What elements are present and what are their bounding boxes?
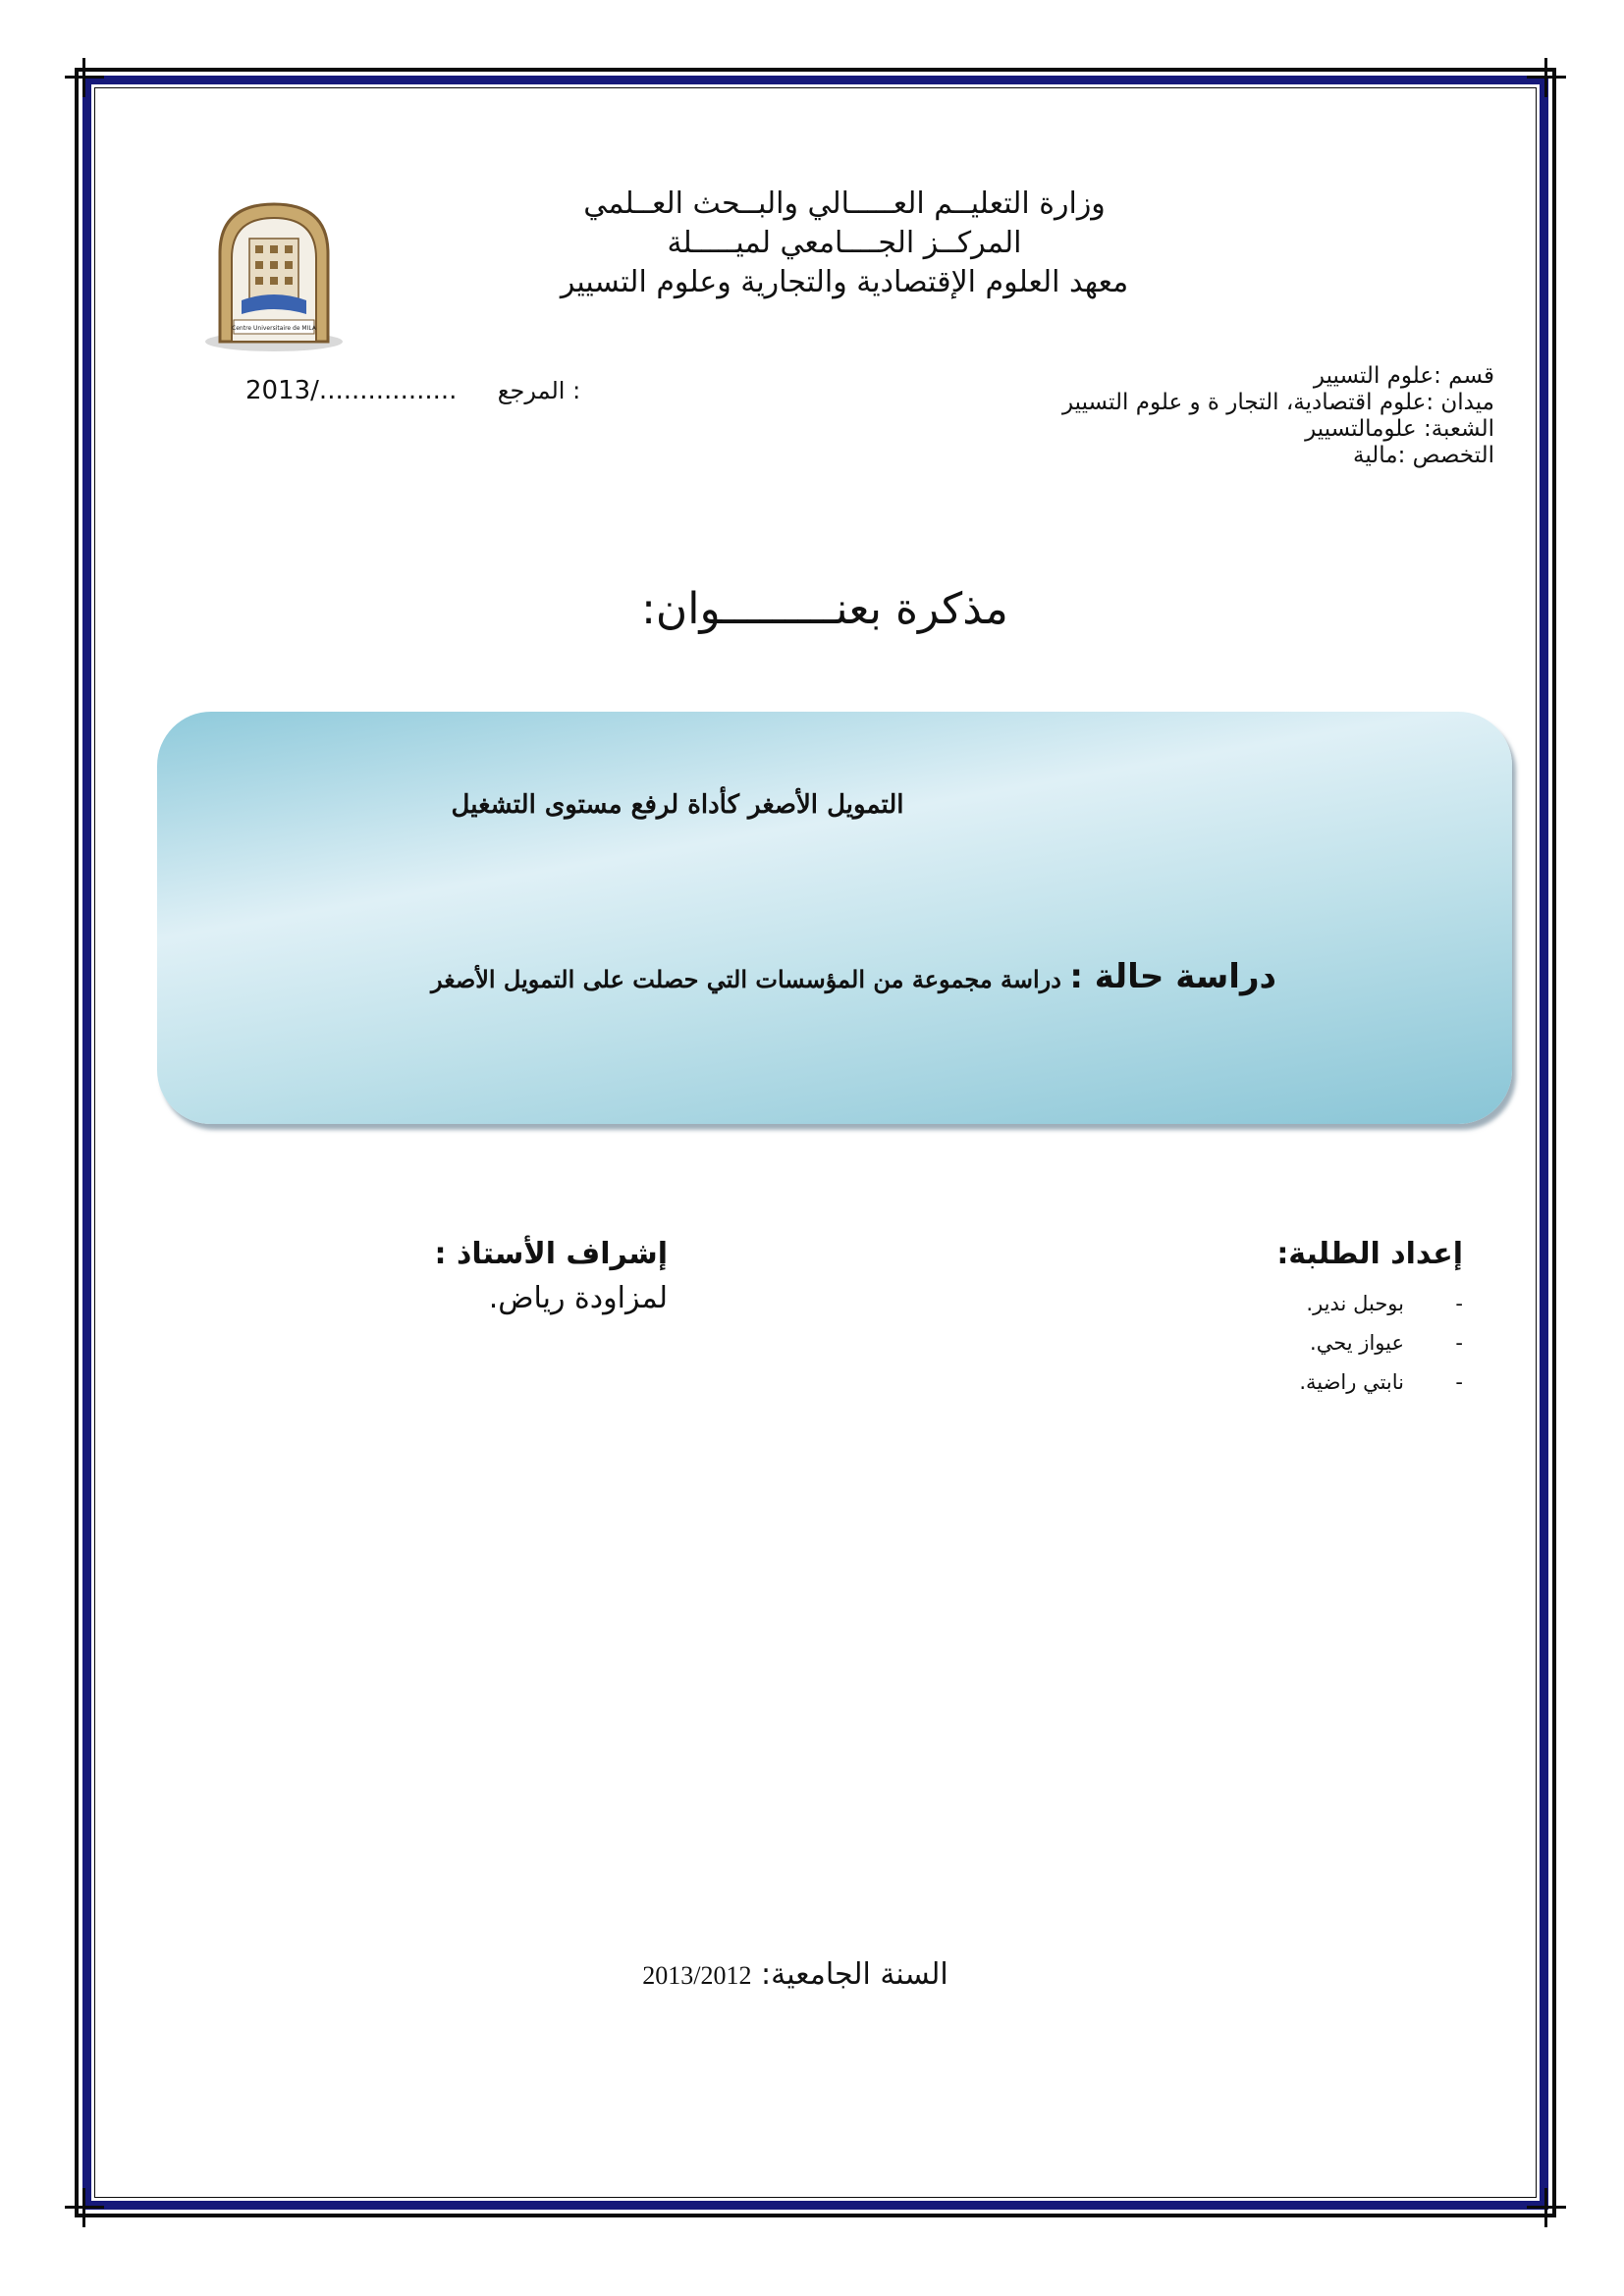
thesis-title: التمويل الأصغر كأداة لرفع مستوى التشغيل xyxy=(451,790,904,820)
student-item: - عيواز يحي. xyxy=(1310,1331,1463,1355)
department-field: ميدان :علوم اقتصادية، التجار ة و علوم التسيير xyxy=(1061,390,1494,415)
department-section: قسم :علوم التسيير xyxy=(1313,363,1494,389)
department-info xyxy=(962,363,1494,469)
center-name: المركــز الجــــامعي لميـــــلة xyxy=(667,226,1022,260)
department-specialty: التخصص :مالية xyxy=(1353,443,1494,468)
students-label: إعداد الطلبة: xyxy=(1276,1237,1463,1271)
case-study xyxy=(295,957,1276,996)
ministry-name: وزارة التعليــم العـــــالي والبــحث العــلمي xyxy=(583,187,1106,221)
institution-header xyxy=(530,185,1159,302)
memo-title: مذكرة بعنـــــــــوان: xyxy=(641,584,1008,634)
thesis-title-box xyxy=(157,712,1512,1124)
svg-text:Centre Universitaire de MILA: Centre Universitaire de MILA xyxy=(232,325,316,332)
corner-ornament xyxy=(65,58,104,97)
academic-year-label: السنة الجامعية: xyxy=(761,1957,948,1992)
institute-name: معهد العلوم الإقتصادية والتجارية وعلوم التسيير xyxy=(560,265,1129,299)
student-item: - بوحبل ندير. xyxy=(1306,1292,1463,1315)
academic-year-value: 2013/2012 xyxy=(642,1961,752,1990)
student-name: عيواز يحي. xyxy=(1310,1331,1404,1355)
department-branch: الشعبة: علومالتسيير xyxy=(1305,416,1494,442)
academic-year xyxy=(609,1957,982,1992)
supervisor-label: إشراف الأستاذ : xyxy=(434,1237,668,1271)
student-name: بوحبل ندير. xyxy=(1306,1292,1404,1315)
corner-ornament xyxy=(65,2188,104,2227)
reference-label: المرجع : xyxy=(497,377,581,404)
case-study-text: دراسة مجموعة من المؤسسات التي حصلت على التمويل الأصغر xyxy=(431,965,1061,993)
corner-ornament xyxy=(1527,2188,1566,2227)
corner-ornament xyxy=(1527,58,1566,97)
reference-line xyxy=(245,376,599,405)
students-list xyxy=(1178,1284,1463,1402)
university-logo xyxy=(200,194,348,353)
case-study-label: دراسة حالة : xyxy=(1069,957,1276,996)
student-item: - نابتي راضية. xyxy=(1299,1370,1463,1394)
supervisor-name: لمزاودة رياض. xyxy=(488,1281,668,1315)
reference-value: 2013/................. xyxy=(245,376,458,405)
student-name: نابتي راضية. xyxy=(1299,1370,1404,1394)
